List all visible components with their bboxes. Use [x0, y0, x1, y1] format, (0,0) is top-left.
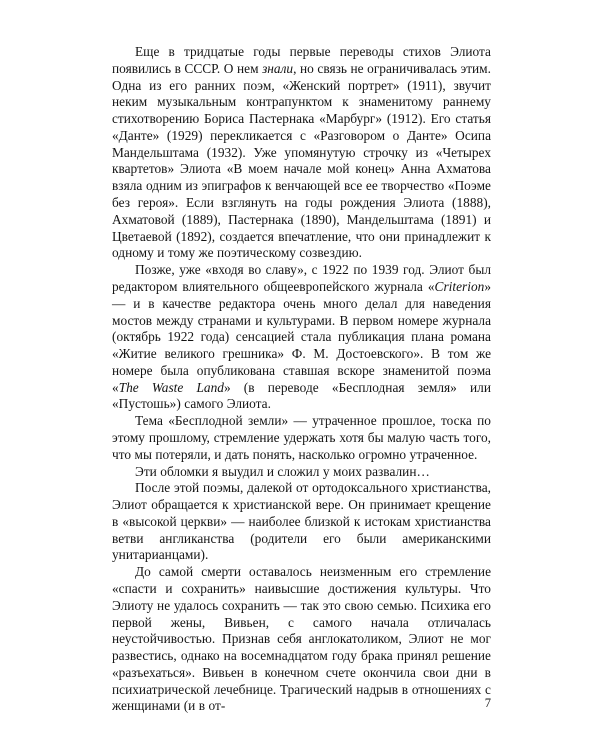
paragraph-1 [112, 44, 491, 262]
text-column [112, 44, 491, 715]
paragraph-2-run-1: Позже, уже «входя во славу», с 1922 по 1939 год. Элиот был редактором влиятельного общеевропейского журнала « [112, 262, 491, 294]
paragraph-1-run-1: Еще в тридцатые годы первые переводы стихов Элиота появились в СССР. О нем [112, 44, 491, 76]
paragraph-2-run-5: » (в переводе «Бесплодная земля» или «Пустошь») самого Элиота. [112, 379, 491, 412]
paragraph-3-run-1: Тема «Бесплодной земли» — утраченное прошлое, тоска по этому прошлому, стремление удержать хотя бы малую часть того, что мы потеряли, и дать понять, насколько огромно утраченное. [112, 413, 491, 462]
paragraph-3 [112, 413, 491, 463]
paragraph-1-italic-znali: знали [262, 60, 294, 76]
paragraph-4-run-1: После этой поэмы, далекой от ортодоксального христианства, Элиот обращается к христианской вере. Он принимает крещение в «высокой церкви» — наиболее близкой к истокам христианства ветви англиканства (родители его были американскими унитарианцами). [112, 480, 491, 563]
paragraph-2 [112, 262, 491, 413]
paragraph-5-run-1: До самой смерти оставалось неизменным его стремление «спасти и сохранить» наивысшие достижения культуры. Что Элиоту не удалось сохранить — так это свою семью. Психика его первой жены, Вивьен, с самого начала отличалась неустойчивостью. Признав себя англокатоликом, Элиот не мог развестись, однако на восемнадцатом году брака принял решение «разъехаться». Вивьен в конечном счете окончила свои дни в психиатрической лечебнице. Трагический надрыв в отношениях с женщинами (и в от- [112, 564, 491, 714]
paragraph-2-italic-waste-land: The Waste Land [118, 379, 224, 395]
paragraph-2-run-3: » — и в качестве редактора очень много делал для наведения мостов между странами и культурами. В первом номере журнала (октябрь 1922 года) сенсацией стала публикация плана романа «Житие великого грешника» Ф. М. Достоевского». В том же номере была опубликована ставшая вскоре знаменитой поэма « [112, 278, 491, 395]
centered-quote: Эти обломки я выудил и сложил у моих развалин… [135, 463, 430, 479]
paragraph-4 [112, 480, 491, 564]
paragraph-5 [112, 564, 491, 715]
paragraph-1-run-3: , но связь не ограничивалась этим. Одна из его ранних поэм, «Женский портрет» (1911), звучит неким музыкальным контрапунктом к знаменитому раннему стихотворению Бориса Пастернака «Марбург» (1912). Его статья «Данте» (1929) перекликается с «Разговором о Данте» Осипа Мандельштама (1932). Уже упомянутую строчку из «Четырех квартетов» Элиота «В моем начале мой конец» Анна Ахматова взяла одним из эпиграфов к венчающей все ее творчество «Поэме без героя». Если взглянуть на годы рождения Элиота (1888), Ахматовой (1889), Пастернака (1890), Мандельштама (1891) и Цветаевой (1892), создается впечатление, что они принадлежит к одному и тому же поэтическому созвездию. [112, 60, 491, 261]
page-number: 7 [484, 696, 491, 710]
paragraph-2-italic-criterion: Criterion [434, 278, 485, 294]
